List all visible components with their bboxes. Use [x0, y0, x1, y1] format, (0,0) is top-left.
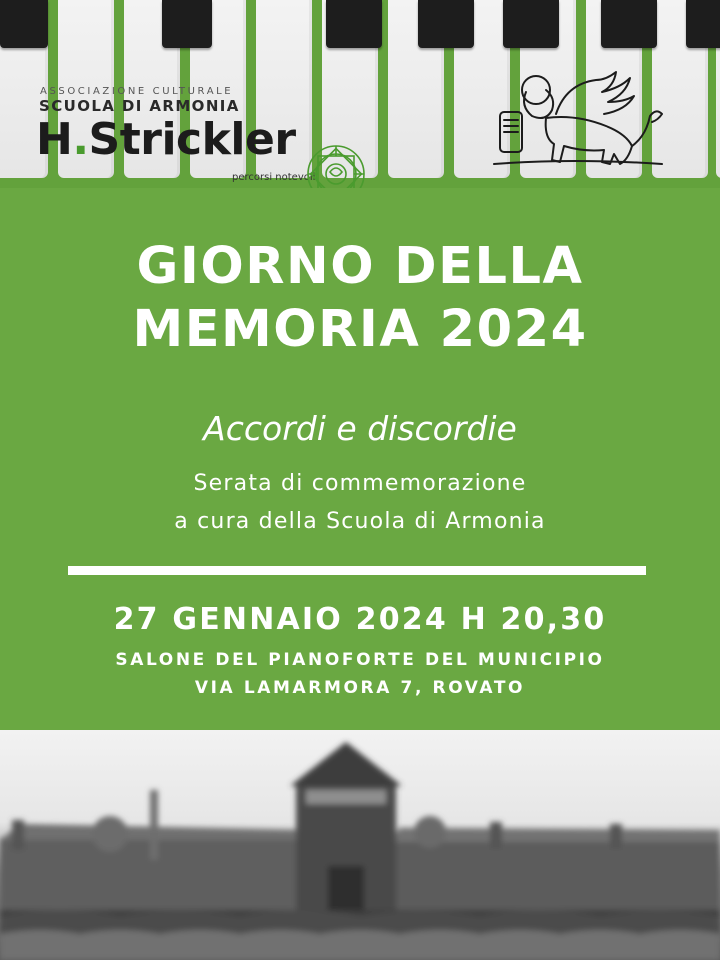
- brand-dot: .: [72, 114, 89, 165]
- piano-black-key: [418, 0, 474, 48]
- description-line: a cura della Scuola di Armonia: [174, 509, 546, 535]
- piano-black-key: [0, 0, 48, 48]
- memorial-camp-photo: [0, 730, 720, 960]
- event-description: [0, 465, 720, 542]
- mandala-icon: [304, 142, 368, 188]
- piano-keyboard-header: [0, 0, 720, 188]
- association-label: ASSOCIAZIONE CULTURALE: [40, 86, 234, 97]
- brand-initial: H: [36, 114, 73, 165]
- event-title-line: GIORNO DELLA: [136, 237, 584, 296]
- description-line: Serata di commemorazione: [193, 471, 527, 496]
- event-subtitle: Accordi e discordie: [203, 409, 517, 448]
- brand-tagline: percorsi notevoli: [232, 172, 316, 183]
- brand-wordmark: [36, 114, 296, 165]
- school-name: SCUOLA DI ARMONIA: [39, 97, 240, 115]
- piano-black-key: [162, 0, 212, 48]
- piano-black-key: [686, 0, 720, 48]
- divider-line: [68, 566, 646, 575]
- piano-black-key: [601, 0, 657, 48]
- piano-black-key: [326, 0, 382, 48]
- winged-lion-icon: [486, 68, 666, 172]
- event-address: VIA LAMARMORA 7, ROVATO: [194, 678, 526, 698]
- event-venue: SALONE DEL PIANOFORTE DEL MUNICIPIO: [115, 650, 605, 670]
- camp-gate-illustration: [0, 730, 720, 960]
- event-title: [0, 236, 720, 361]
- brand-name: Strickler: [88, 114, 296, 165]
- school-logo: [36, 84, 356, 184]
- event-date-time: 27 GENNAIO 2024 H 20,30: [113, 602, 607, 637]
- piano-black-key: [503, 0, 559, 48]
- event-title-line: MEMORIA 2024: [132, 299, 588, 359]
